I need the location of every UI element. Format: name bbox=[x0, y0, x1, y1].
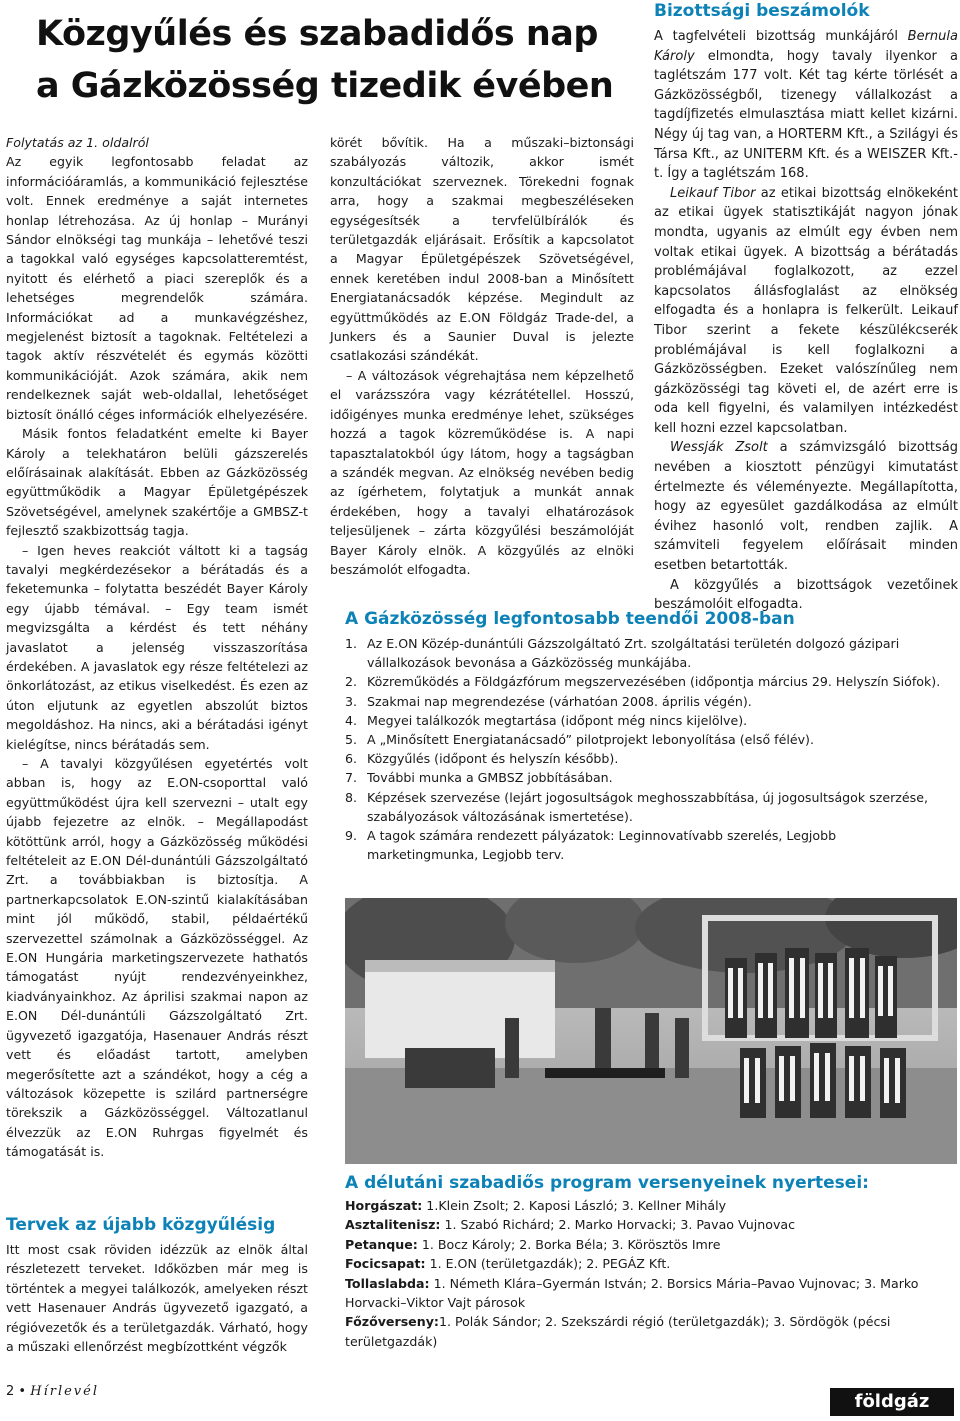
winner-category: Asztalitenisz: bbox=[345, 1217, 441, 1233]
headline bbox=[36, 8, 636, 112]
winner-row bbox=[345, 1196, 945, 1215]
winner-row bbox=[345, 1254, 945, 1273]
goal-item bbox=[345, 730, 945, 749]
goal-number: 4. bbox=[345, 712, 358, 728]
goal-number: 8. bbox=[345, 789, 358, 805]
winner-category: Tollaslabda: bbox=[345, 1275, 430, 1291]
headline-line-1: Közgyűlés és szabadidős nap bbox=[36, 14, 598, 54]
goal-text: Az E.ON Közép-dunántúli Gázszolgáltató Zrt. szolgáltatási területén dolgozó gázipari vállalkozások bevonása a Gázközösség munkájába. bbox=[367, 636, 900, 671]
left-paragraph-1: Az egyik legfontosabb feladat az információáramlás, a kommunikáció fejlesztése volt. Ennek eredménye a saját internetes honlap létrehozása. Az új honlap – Murányi Sándor elnökségi tag munkája – lehetővé teszi a tagokkal való egységes kapcsolatteremtést, nyitott és elérhető a piaci szereplők és a lehetséges megrendelők számára. Információkat ad a munkavégzéshez, megjelenést biztosít a tagoknak. Feltételezi a tagok aktív részvételét és egymás közötti kommunikációját. Azok számára, akik nem rendelkeznek saját web-oldallal, lehetőséget biztosít önálló céges információk elhelyezésére. bbox=[6, 154, 308, 422]
team-photo bbox=[345, 898, 957, 1164]
goal-item bbox=[345, 768, 945, 787]
goal-item bbox=[345, 672, 945, 691]
right-paragraph-3: Wessják Zsolt a számvizsgáló bizottság nevében a kiosztott pénzügyi kimutatást értelmezte és véleményezte. Megállapította, hogy az egyesület gazdálkodása az elmúlt évihez hasonló volt, rendben zajlik. A számviteli fegyelem előírásait minden esetben betartották. bbox=[654, 440, 959, 574]
winner-names: 1. Szabó Richárd; 2. Marko Horvacki; 3. Pavao Vujnovac bbox=[440, 1217, 796, 1233]
winner-category: Főzőverseny: bbox=[345, 1314, 439, 1330]
goal-text: A tagok számára rendezett pályázatok: Leginnovatívabb szerelés, Legjobb marketingmunka, Legjobb terv. bbox=[367, 828, 837, 863]
goal-number: 2. bbox=[345, 674, 358, 690]
goal-text: További munka a GMBSZ jobbításában. bbox=[367, 770, 613, 786]
goal-text: Közgyűlés (időpont és helyszín később). bbox=[367, 751, 619, 767]
winner-row bbox=[345, 1274, 945, 1313]
middle-column bbox=[330, 133, 634, 579]
middle-paragraph-2: – A változások végrehajtása nem képzelhető el varázsszóra vagy kézrátétellel. Hosszú, időigényes munka eredménye lehet, szükséges hozzá a tagok közreműködése is. A napi tapasztalatokból úgy látom, hogy a tagságban a szándék megvan. Az elnökség nevében bedig az ígérhetem, folytatjuk a munkát annak érdekében, hogy a tavalyi elhatározások teljesüljenek – zárta közgyűlési beszámolóját Bayer Károly elnök. A közgyűlés az elnöki beszámolót elfogadta. bbox=[330, 367, 634, 577]
winner-category: Focicsapat: bbox=[345, 1256, 426, 1272]
right-paragraph-4: A közgyűlés a bizottságok vezetőinek beszámolóit elfogadta. bbox=[654, 577, 958, 613]
middle-paragraph-1: körét bővítik. Ha a műszaki–biztonsági szabályozás változik, akkor ismét konzultációkat szerveznek. Törekedni fognak arra, hogy a szakmai megbeszéléseken egységesítsék a tervfelülbírálók és területgazdák eljárásait. Erősítik a kapcsolatot a Magyar Épületgépészek Szövetségével, ennek keretében indul 2008-ban a Minősített Energiatanácsadók képzése. Megindult az együttműködés az E.ON Földgáz Trade-del, a Junkers és a Saunier Duval is jelezte csatlakozási szándékát. bbox=[330, 135, 634, 364]
continuation-note: Folytatás az 1. oldalról bbox=[6, 135, 149, 150]
goal-text: Megyei találkozók megtartása (időpont még nincs kijelölve). bbox=[367, 712, 748, 728]
winner-row bbox=[345, 1215, 945, 1234]
winner-names: 1. Bocz Károly; 2. Borka Béla; 3. Körösztös Imre bbox=[417, 1236, 721, 1252]
goal-item bbox=[345, 749, 945, 768]
goal-item bbox=[345, 692, 945, 711]
publication-name: Hírlevél bbox=[30, 1384, 99, 1399]
left-column bbox=[6, 133, 308, 1162]
plans-text: Itt most csak röviden idézzük az elnök által részletezett terveket. Időközben már meg is történtek a megyei találkozók, amelyeken részt vett Hasenauer András ügyvezető igazgató, a régióvezetők és a területgazdák. Várható, hogy a műszaki ellenőrzést megbízottként végzők bbox=[6, 1242, 308, 1355]
goals-list bbox=[345, 634, 945, 864]
right-paragraph-2: Leikauf Tibor az etikai bizottság elnökeként az etikai ügyek statisztikáját nagyon jónak mondta, ugyanis az elmúlt egy évben nem voltak etikai ügyek. A bizottság a bérátadás problémájával foglalkozott, az ezzel kapcsolatos állásfoglalást az elnökség elfogadta és a honlapra is felkerült. Leikauf Tibor szerint a fekete készülékcserék problémájával is kell foglalkozni a Gázközösségben. Ezeket valószínűleg nem gázközösségi tag követi el, de azért erre is oda kell figyelni, és valamilyen intézkedést kell hozni ezzel kapcsolatban. bbox=[654, 185, 959, 436]
winner-category: Horgászat: bbox=[345, 1198, 423, 1213]
goals-title: A Gázközösség legfontosabb teendői 2008-ban bbox=[345, 609, 795, 629]
winners-list bbox=[345, 1196, 945, 1351]
team-photo-image bbox=[345, 898, 957, 1164]
goal-item bbox=[345, 711, 945, 730]
foldgaz-logo: földgáz bbox=[830, 1388, 954, 1416]
goal-text: Képzések szervezése (lejárt jogosultságok meghosszabbítása, új jogosultságok szerzése, szabályozások változásának ismertetése). bbox=[367, 789, 928, 824]
goal-number: 1. bbox=[345, 636, 358, 651]
goal-number: 7. bbox=[345, 770, 358, 786]
page-footer: 2 • Hírlevél bbox=[6, 1384, 99, 1399]
winner-row bbox=[345, 1235, 945, 1254]
goal-item bbox=[345, 788, 945, 826]
goal-number: 3. bbox=[345, 693, 358, 709]
winner-row bbox=[345, 1312, 945, 1351]
right-column bbox=[654, 27, 958, 615]
goal-text: Közreműködés a Földgázfórum megszervezésében (időpontja március 29. Helyszín Siófok). bbox=[367, 674, 941, 690]
goal-number: 5. bbox=[345, 732, 358, 748]
winner-names: 1. Németh Klára–Gyermán István; 2. Borsics Mária–Pavao Vujnovac; 3. Marko Horvacki–Viktor Vajt párosok bbox=[345, 1275, 919, 1311]
left-paragraph-4: – A tavalyi közgyűlésen egyetértés volt abban is, hogy az E.ON-csoporttal való együttműködést újra kell szervezni – utalt egy újabb fejezetre az elnök. – Megállapodást kötöttünk arról, hogy a Gázközösség működési feltételeit az E.ON Dél-dunántúli Gázszolgáltató Zrt. a továbbiakban is biztosítja. A partnerkapcsolatok E.ON-szintű kialakításában mint jól működő, stabil, példaértékű szervezettel számolnak a Gázközösséggel. Az E.ON Hungária marketingszervezete hathatós támogatást nyújt rendezvényeinkhez, kiadványainkhoz. Az áprilisi szakmai napon az E.ON Dél-dunántúli Gázszolgáltató Zrt. ügyvezető igazgatója, Hasenauer András részt vett és előadást tartott, amelyben megerősítette azt a szándékot, hogy a cég a változások közepette is szilárd partnerségre törekszik a Gázközösséggel. Változatlanul élvezzük az E.ON Ruhrgas figyelmét és támogatását is. bbox=[6, 756, 308, 1160]
winner-names: 1. E.ON (területgazdák); 2. PEGÁZ Kft. bbox=[425, 1256, 671, 1272]
committee-reports-title: Bizottsági beszámolók bbox=[654, 1, 870, 21]
left-paragraph-2: Másik fontos feladatként emelte ki Bayer Károly a telekhatáron belüli gázszerelés előírásainak alakítását. Ebben az Gázközösség együttműködik a Magyar Épületgépészek Szövetségével, amelynek szakértője a GMBSZ-t fejlesztő szakbizottság tagja. bbox=[6, 426, 308, 539]
winner-names: 1.Klein Zsolt; 2. Kaposi László; 3. Kellner Mihály bbox=[422, 1198, 727, 1213]
winner-category: Petanque: bbox=[345, 1236, 418, 1252]
goal-number: 6. bbox=[345, 751, 358, 767]
headline-line-2: a Gázközösség tizedik évében bbox=[36, 66, 614, 106]
goal-text: Szakmai nap megrendezése (várhatóan 2008. április végén). bbox=[367, 693, 752, 709]
goal-number: 9. bbox=[345, 828, 358, 844]
right-paragraph-1: A tagfelvételi bizottság munkájáról Bernula Károly elmondta, hogy tavaly ilyenkor a taglétszám 177 volt. Két tag kérte törlését a Gázközösségből, tizenegy vállalkozást a tagdíjfizetés elmulasztása miatt kellet kizárni. Négy új tag van, a HORTERM Kft., a Szilágyi és Társa Kft., az UNITERM Kft. és a WEISZER Kft.-t. Így a taglétszám 168. bbox=[654, 29, 958, 182]
winner-names: 1. Polák Sándor; 2. Szekszárdi régió (területgazdák); 3. Sördögök (pécsi területgazdák) bbox=[345, 1314, 891, 1349]
goal-item bbox=[345, 634, 945, 672]
goal-text: A „Minősített Energiatanácsadó” pilotprojekt lebonyolítása (első félév). bbox=[367, 732, 814, 748]
page-number: 2 bbox=[6, 1384, 15, 1399]
goal-item bbox=[345, 826, 945, 864]
winners-title: A délutáni szabadiős program versenyeinek nyertesei: bbox=[345, 1173, 869, 1193]
left-paragraph-3: – Igen heves reakciót váltott ki a tagság tavalyi megkérdezésekor a bérátadás és a feketemunka – folytatta beszédét Bayer Károly egy újabb témával. – Egy team ismét megvizsgálta a kérdést és tett néhány javaslatot a jelenség visszaszorítása érdekében. A javaslatok egy része feltételezi az önkorlátozást, az etikus viselkedést. És ezen az úton eljutunk az egyetlen abszolút biztos megoldáshoz. Ha nincs, aki a bérátadási igényt kielégítse, nincs bérátadás sem. bbox=[6, 542, 308, 752]
plans-title: Tervek az újabb közgyűlésig bbox=[6, 1215, 276, 1235]
